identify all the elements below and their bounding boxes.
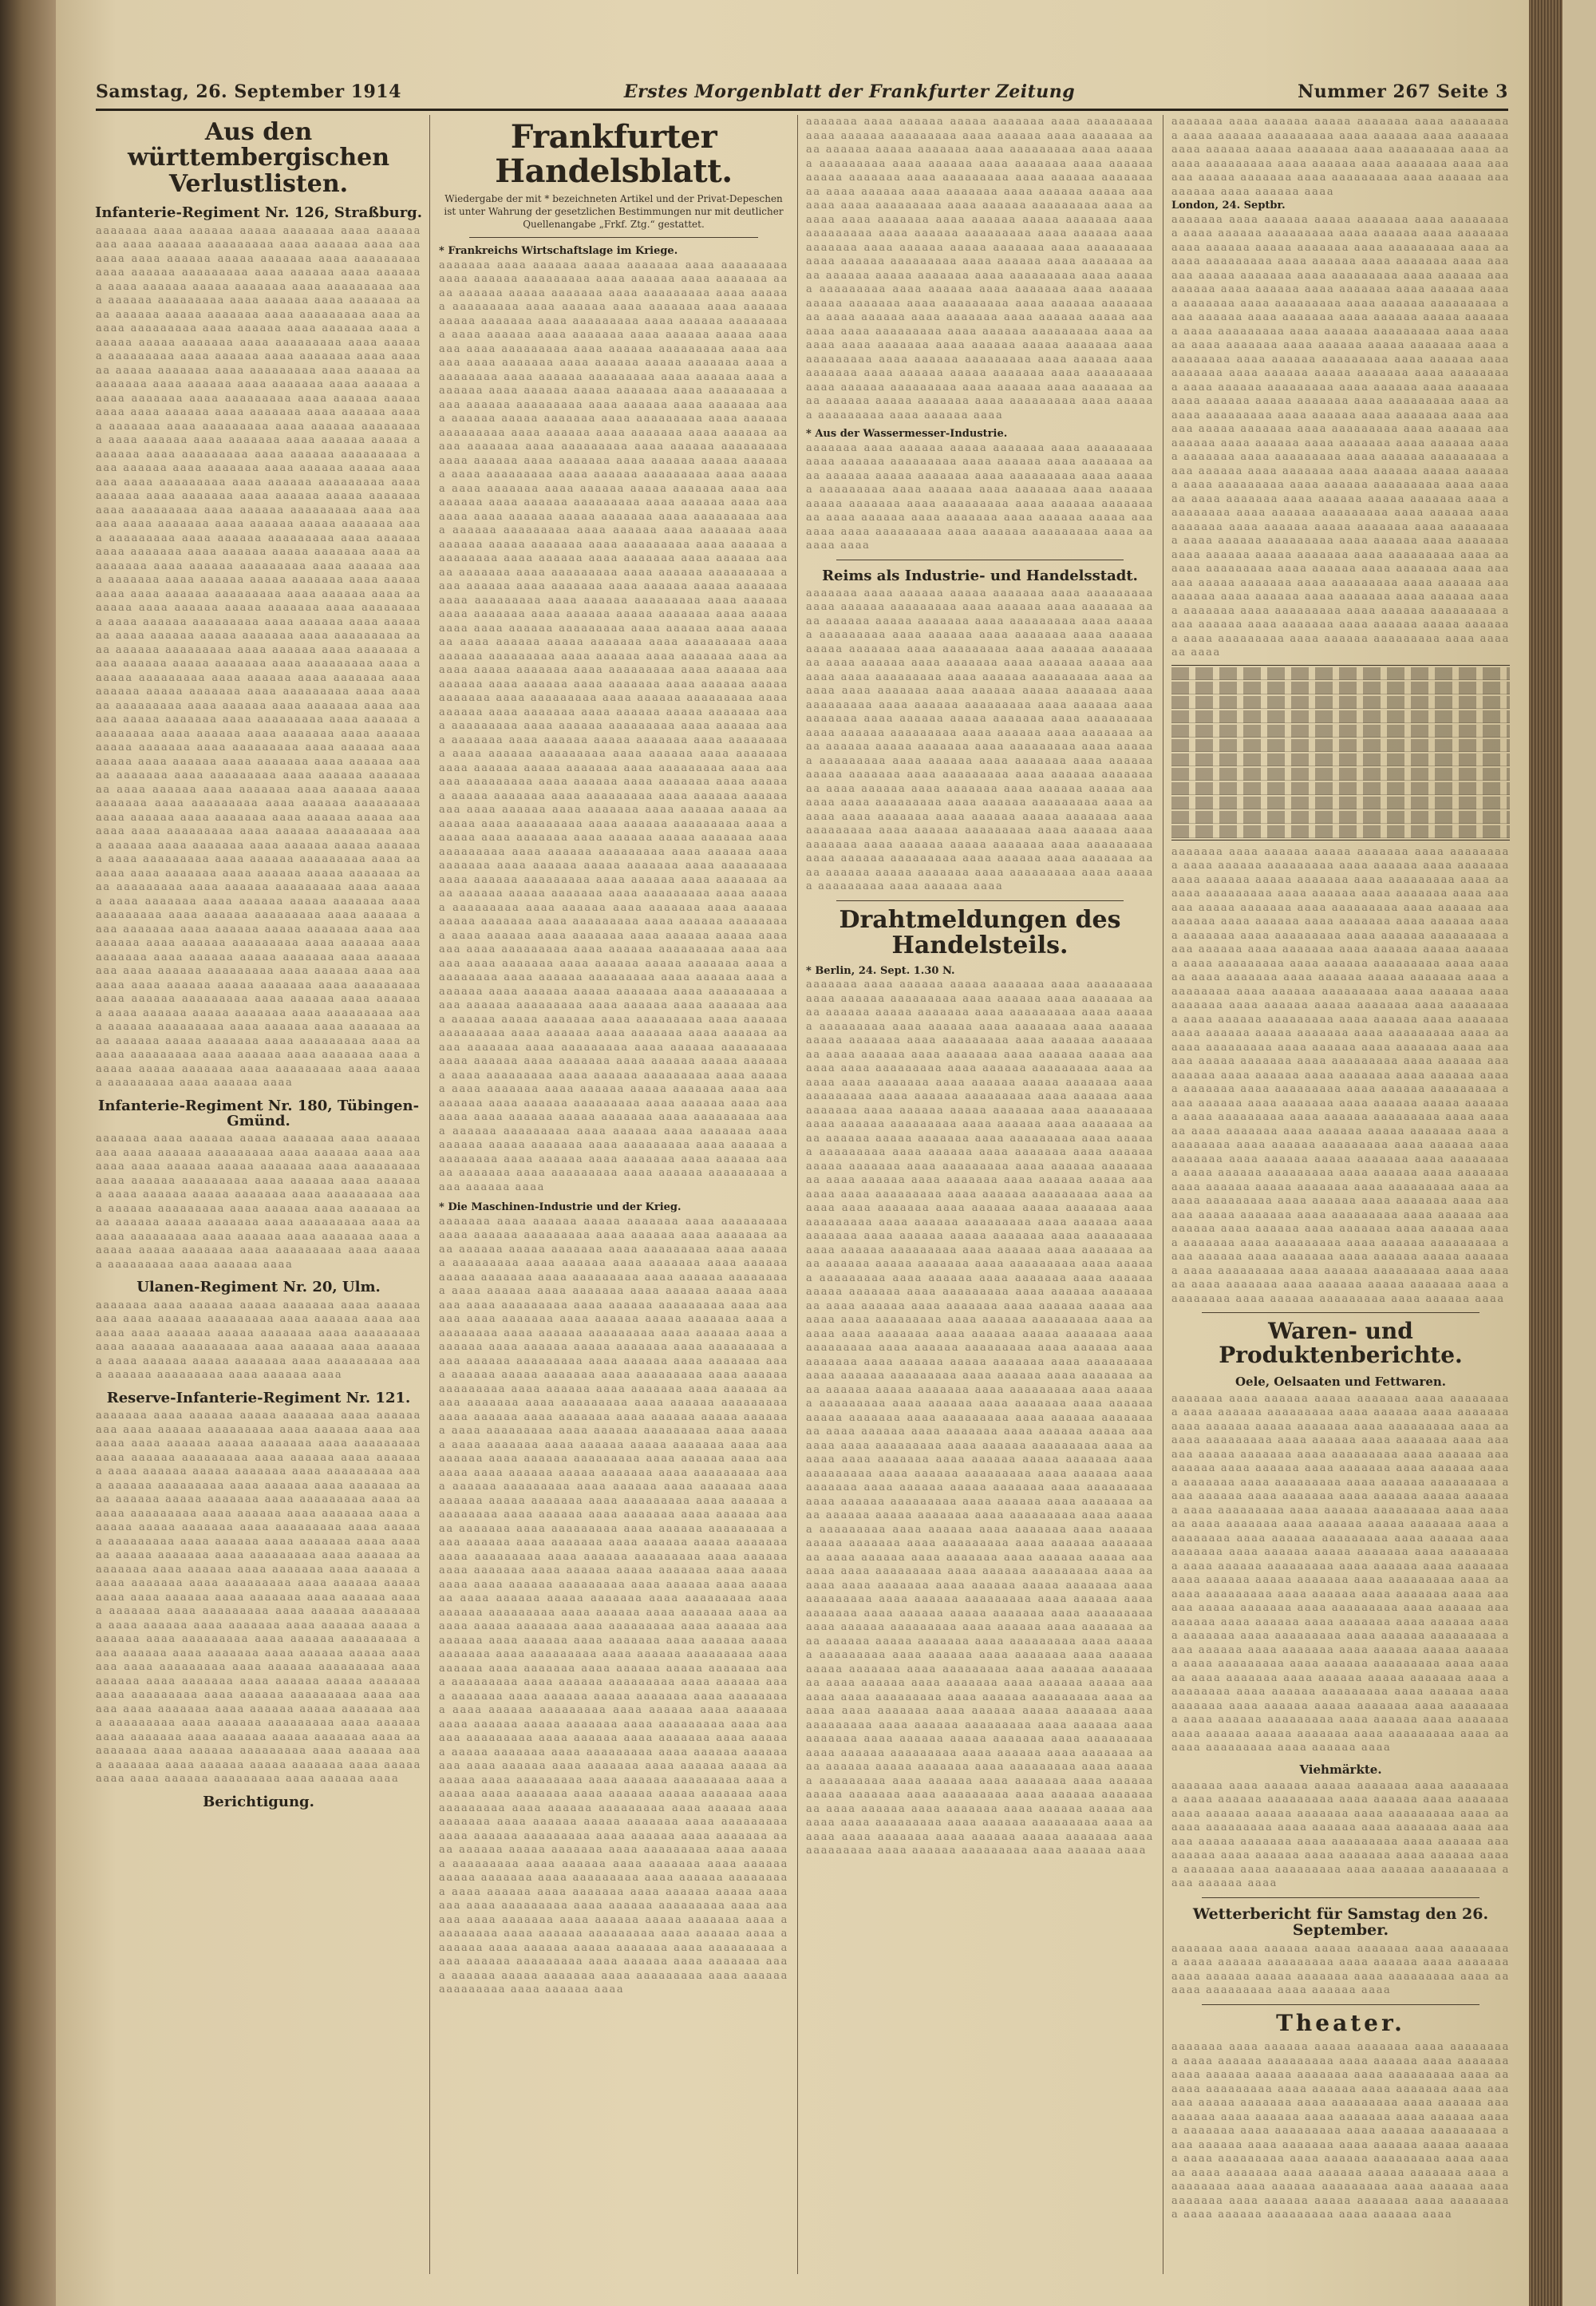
masthead-date: Samstag, 26. September 1914 [96,81,401,102]
column1-heading: Aus den württembergischen Verlustlisten. [127,118,390,198]
masthead-rule [96,109,1508,111]
column-4 [1170,115,1511,2274]
column4-theatre: Theater. [1276,2009,1405,2036]
market-report-block: aaaaaaa aaaa aaaaaa aaaaa aaaaaaa aaaa aaaaaaaaa aaaa aaaaaa aaaaaaaaa aaaa aaaaaa aaaa aaaaaaa aaaa aaaaaa aaaaa aaaaaaa aaaa aaaaaaaaa aaaa aaaaaa aaaaaaaaa aaaa aaaaaa aaaa aaaaaaa aaaa aaaaaa aaaaa aaaaaaa aaaa aaaaaaaaa aaaa aaaaaa aaaaaaaaa aaaa aaaaaa aaaa aaaaaaa aaaa aaaaaa aaaaa aaaaaaa aaaa aaaaaaaaa aaaa aaaaaa aaaaaaaaa aaaa aaaaaa aaaa aaaaaaa aaaa aaaaaa aaaaa aaaaaaa aaaa aaaaaaaaa aaaa aaaaaa aaaaaaaaa aaaa aaaaaa aaaa aaaaaaa aaaa aaaaaa aaaaa aaaaaaa aaaa aaaaaaaaa aaaa aaaaaa aaaaaaaaa aaaa aaaaaa aaaa aaaaaaa aaaa aaaaaa aaaaa aaaaaaa aaaa aaaaaaaaa aaaa aaaaaa aaaaaaaaa aaaa aaaaaa aaaa aaaaaaa aaaa aaaaaa aaaaa aaaaaaa aaaa aaaaaaaaa aaaa aaaaaa aaaaaaaaa aaaa aaaaaa aaaa aaaaaaa aaaa aaaaaa aaaaa aaaaaaa aaaa aaaaaaaaa aaaa aaaaaa aaaaaaaaa aaaa aaaaaa aaaa aaaaaaa aaaa aaaaaa aaaaa aaaaaaa aaaa aaaaaaaaa aaaa aaaaaa aaaaaaaaa aaaa aaaaaa aaaa aaaaaaa aaaa aaaaaa aaaaa aaaaaaa aaaa aaaaaaaaa aaaa aaaaaa aaaaaaaaa aaaa aaaaaa aaaa aaaaaaa aaaa aaaaaa aaaaa aaaaaaa aaaa aaaaaaaaa aaaa aaaaaa aaaaaaaaa aaaa aaaaaa aaaa aaaaaaa aaaa aaaaaa aaaaa aaaaaaa aaaa aaaaaaaaa aaaa aaaaaa aaaaaaaaa aaaa aaaaaa aaaa aaaaaaa aaaa aaaaaa aaaaa aaaaaaa aaaa aaaaaaaaa aaaa aaaaaa aaaaaaaaa aaaa aaaaaa aaaa aaaaaaa aaaa aaaaaa aaaaa aaaaaaa aaaa aaaaaaaaa aaaa aaaaaa aaaaaaaaa aaaa aaaaaa aaaa aaaaaaa aaaa aaaaaa aaaaa aaaaaaa aaaa aaaaaaaaa aaaa aaaaaa aaaaaaaaa aaaa aaaaaa aaaa aaaaaaa aaaa aaaaaa aaaaa aaaaaaa aaaa aaaaaaaaa aaaa aaaaaa aaaaaaaaa aaaa aaaaaa aaaa [1171,213,1510,659]
column1-opening: Infanterie-Regiment Nr. 126, Straßburg. [94,204,423,222]
column1-section-3: Reserve-Infanterie-Regiment Nr. 121. [106,1389,411,1406]
article-text-block: aaaaaaa aaaa aaaaaa aaaaa aaaaaaa aaaa aaaaaaaaa aaaa aaaaaa aaaaaaaaa aaaa aaaaaa aaaa aaaaaaa aaaa aaaaaa aaaaa aaaaaaa aaaa aaaaaaaaa aaaa aaaaaa aaaaaaaaa aaaa aaaaaa aaaa aaaaaaa aaaa aaaaaa aaaaa aaaaaaa aaaa aaaaaaaaa aaaa aaaaaa aaaaaaaaa aaaa aaaaaa aaaa aaaaaaa aaaa aaaaaa aaaaa aaaaaaa aaaa aaaaaaaaa aaaa aaaaaa aaaaaaaaa aaaa aaaaaa aaaa aaaaaaa aaaa aaaaaa aaaaa aaaaaaa aaaa aaaaaaaaa aaaa aaaaaa aaaaaaaaa aaaa aaaaaa aaaa aaaaaaa aaaa aaaaaa aaaaa aaaaaaa aaaa aaaaaaaaa aaaa aaaaaa aaaaaaaaa aaaa aaaaaa aaaa aaaaaaa aaaa aaaaaa aaaaa aaaaaaa aaaa aaaaaaaaa aaaa aaaaaa aaaaaaaaa aaaa aaaaaa aaaa aaaaaaa aaaa aaaaaa aaaaa aaaaaaa aaaa aaaaaaaaa aaaa aaaaaa aaaaaaaaa aaaa aaaaaa aaaa aaaaaaa aaaa aaaaaa aaaaa aaaaaaa aaaa aaaaaaaaa aaaa aaaaaa aaaaaaaaa aaaa aaaaaa aaaa aaaaaaa aaaa aaaaaa aaaaa aaaaaaa aaaa aaaaaaaaa aaaa aaaaaa aaaaaaaaa aaaa aaaaaa aaaa aaaaaaa aaaa aaaaaa aaaaa aaaaaaa aaaa aaaaaaaaa aaaa aaaaaa aaaaaaaaa aaaa aaaaaa aaaa aaaaaaa aaaa aaaaaa aaaaa aaaaaaa aaaa aaaaaaaaa aaaa aaaaaa aaaaaaaaa aaaa aaaaaa aaaa aaaaaaa aaaa aaaaaa aaaaa aaaaaaa aaaa aaaaaaaaa aaaa aaaaaa aaaaaaaaa aaaa aaaaaa aaaa aaaaaaa aaaa aaaaaa aaaaa aaaaaaa aaaa aaaaaaaaa aaaa aaaaaa aaaaaaaaa aaaa aaaaaa aaaa aaaaaaa aaaa aaaaaa aaaaa aaaaaaa aaaa aaaaaaaaa aaaa aaaaaa aaaaaaaaa aaaa aaaaaa aaaa aaaaaaa aaaa aaaaaa aaaaa aaaaaaa aaaa aaaaaaaaa aaaa aaaaaa aaaaaaaaa aaaa aaaaaa aaaa aaaaaaa aaaa aaaaaa aaaaa aaaaaaa aaaa aaaaaaaaa aaaa aaaaaa aaaaaaaaa aaaa aaaaaa aaaa aaaaaaa aaaa aaaaaa aaaaa aaaaaaa aaaa aaaaaaaaa aaaa aaaaaa aaaaaaaaa aaaa aaaaaa aaaa aaaaaaa aaaa aaaaaa aaaaa aaaaaaa aaaa aaaaaaaaa aaaa aaaaaa aaaaaaaaa aaaa aaaaaa aaaa aaaaaaa aaaa aaaaaa aaaaa aaaaaaa aaaa aaaaaaaaa aaaa aaaaaa aaaaaaaaa aaaa aaaaaa aaaa aaaaaaa aaaa aaaaaa aaaaa aaaaaaa aaaa aaaaaaaaa aaaa aaaaaa aaaaaaaaa aaaa aaaaaa aaaa aaaaaaa aaaa aaaaaa aaaaa aaaaaaa aaaa aaaaaaaaa aaaa aaaaaa aaaaaaaaa aaaa aaaaaa aaaa aaaaaaa aaaa aaaaaa aaaaa aaaaaaa aaaa aaaaaaaaa aaaa aaaaaa aaaaaaaaa aaaa aaaaaa aaaa aaaaaaa aaaa aaaaaa aaaaa aaaaaaa aaaa aaaaaaaaa aaaa aaaaaa aaaaaaaaa aaaa aaaaaa aaaa aaaaaaa aaaa aaaaaa aaaaa aaaaaaa aaaa aaaaaaaaa aaaa aaaaaa aaaaaaaaa aaaa aaaaaa aaaa aaaaaaa aaaa aaaaaa aaaaa aaaaaaa aaaa aaaaaaaaa aaaa aaaaaa aaaaaaaaa aaaa aaaaaa aaaa aaaaaaa aaaa aaaaaa aaaaa aaaaaaa aaaa aaaaaaaaa aaaa aaaaaa aaaaaaaaa aaaa aaaaaa aaaa aaaaaaa aaaa aaaaaa aaaaa aaaaaaa aaaa aaaaaaaaa aaaa aaaaaa aaaaaaaaa aaaa aaaaaa aaaa aaaaaaa aaaa aaaaaa aaaaa aaaaaaa aaaa aaaaaaaaa aaaa aaaaaa aaaaaaaaa aaaa aaaaaa aaaa aaaaaaa aaaa aaaaaa aaaaa aaaaaaa aaaa aaaaaaaaa aaaa aaaaaa aaaaaaaaa aaaa aaaaaa aaaa aaaaaaa aaaa aaaaaa aaaaa aaaaaaa aaaa aaaaaaaaa aaaa aaaaaa aaaaaaaaa aaaa aaaaaa aaaa [439,1215,788,1996]
price-table [1171,665,1510,841]
column3-heading: Drahtmeldungen des Handelsteils. [839,905,1121,960]
column4-weather: Wetterbericht für Samstag den 26. September. [1192,1905,1489,1940]
column1-footer: Berichtigung. [203,1793,314,1810]
article-text-block: aaaaaaa aaaa aaaaaa aaaaa aaaaaaa aaaa aaaaaaaaa aaaa aaaaaa aaaaaaaaa aaaa aaaaaa aaaa aaaaaaa aaaa aaaaaa aaaaa aaaaaaa aaaa aaaaaaaaa aaaa aaaaaa aaaaaaaaa aaaa aaaaaa aaaa aaaaaaa aaaa aaaaaa aaaaa aaaaaaa aaaa aaaaaaaaa aaaa aaaaaa aaaaaaaaa aaaa aaaaaa aaaa aaaaaaa aaaa aaaaaa aaaaa aaaaaaa aaaa aaaaaaaaa aaaa aaaaaa aaaaaaaaa aaaa aaaaaa aaaa [806,441,1154,552]
market-report-block: aaaaaaa aaaa aaaaaa aaaaa aaaaaaa aaaa aaaaaaaaa aaaa aaaaaa aaaaaaaaa aaaa aaaaaa aaaa aaaaaaa aaaa aaaaaa aaaaa aaaaaaa aaaa aaaaaaaaa aaaa aaaaaa aaaaaaaaa aaaa aaaaaa aaaa [1171,1942,1510,1997]
column3-first-line: * Berlin, 24. Sept. 1.30 N. [806,964,955,977]
casualty-list-block: aaaaaaa aaaa aaaaaa aaaaa aaaaaaa aaaa aaaaaaaaa aaaa aaaaaa aaaaaaaaa aaaa aaaaaa aaaa aaaaaaa aaaa aaaaaa aaaaa aaaaaaa aaaa aaaaaaaaa aaaa aaaaaa aaaaaaaaa aaaa aaaaaa aaaa aaaaaaa aaaa aaaaaa aaaaa aaaaaaa aaaa aaaaaaaaa aaaa aaaaaa aaaaaaaaa aaaa aaaaaa aaaa aaaaaaa aaaa aaaaaa aaaaa aaaaaaa aaaa aaaaaaaaa aaaa aaaaaa aaaaaaaaa aaaa aaaaaa aaaa aaaaaaa aaaa aaaaaa aaaaa aaaaaaa aaaa aaaaaaaaa aaaa aaaaaa aaaaaaaaa aaaa aaaaaa aaaa aaaaaaa aaaa aaaaaa aaaaa aaaaaaa aaaa aaaaaaaaa aaaa aaaaaa aaaaaaaaa aaaa aaaaaa aaaa aaaaaaa aaaa aaaaaa aaaaa aaaaaaa aaaa aaaaaaaaa aaaa aaaaaa aaaaaaaaa aaaa aaaaaa aaaa aaaaaaa aaaa aaaaaa aaaaa aaaaaaa aaaa aaaaaaaaa aaaa aaaaaa aaaaaaaaa aaaa aaaaaa aaaa aaaaaaa aaaa aaaaaa aaaaa aaaaaaa aaaa aaaaaaaaa aaaa aaaaaa aaaaaaaaa aaaa aaaaaa aaaa aaaaaaa aaaa aaaaaa aaaaa aaaaaaa aaaa aaaaaaaaa aaaa aaaaaa aaaaaaaaa aaaa aaaaaa aaaa aaaaaaa aaaa aaaaaa aaaaa aaaaaaa aaaa aaaaaaaaa aaaa aaaaaa aaaaaaaaa aaaa aaaaaa aaaa aaaaaaa aaaa aaaaaa aaaaa aaaaaaa aaaa aaaaaaaaa aaaa aaaaaa aaaaaaaaa aaaa aaaaaa aaaa aaaaaaa aaaa aaaaaa aaaaa aaaaaaa aaaa aaaaaaaaa aaaa aaaaaa aaaaaaaaa aaaa aaaaaa aaaa aaaaaaa aaaa aaaaaa aaaaa aaaaaaa aaaa aaaaaaaaa aaaa aaaaaa aaaaaaaaa aaaa aaaaaa aaaa aaaaaaa aaaa aaaaaa aaaaa aaaaaaa aaaa aaaaaaaaa aaaa aaaaaa aaaaaaaaa aaaa aaaaaa aaaa aaaaaaa aaaa aaaaaa aaaaa aaaaaaa aaaa aaaaaaaaa aaaa aaaaaa aaaaaaaaa aaaa aaaaaa aaaa aaaaaaa aaaa aaaaaa aaaaa aaaaaaa aaaa aaaaaaaaa aaaa aaaaaa aaaaaaaaa aaaa aaaaaa aaaa aaaaaaa aaaa aaaaaa aaaaa aaaaaaa aaaa aaaaaaaaa aaaa aaaaaa aaaaaaaaa aaaa aaaaaa aaaa aaaaaaa aaaa aaaaaa aaaaa aaaaaaa aaaa aaaaaaaaa aaaa aaaaaa aaaaaaaaa aaaa aaaaaa aaaa aaaaaaa aaaa aaaaaa aaaaa aaaaaaa aaaa aaaaaaaaa aaaa aaaaaa aaaaaaaaa aaaa aaaaaa aaaa aaaaaaa aaaa aaaaaa aaaaa aaaaaaa aaaa aaaaaaaaa aaaa aaaaaa aaaaaaaaa aaaa aaaaaa aaaa aaaaaaa aaaa aaaaaa aaaaa aaaaaaa aaaa aaaaaaaaa aaaa aaaaaa aaaaaaaaa aaaa aaaaaa aaaa aaaaaaa aaaa aaaaaa aaaaa aaaaaaa aaaa aaaaaaaaa aaaa aaaaaa aaaaaaaaa aaaa aaaaaa aaaa aaaaaaa aaaa aaaaaa aaaaa aaaaaaa aaaa aaaaaaaaa aaaa aaaaaa aaaaaaaaa aaaa aaaaaa aaaa aaaaaaa aaaa aaaaaa aaaaa aaaaaaa aaaa aaaaaaaaa aaaa aaaaaa aaaaaaaaa aaaa aaaaaa aaaa aaaaaaa aaaa aaaaaa aaaaa aaaaaaa aaaa aaaaaaaaa aaaa aaaaaa aaaaaaaaa aaaa aaaaaa aaaa aaaaaaa aaaa aaaaaa aaaaa aaaaaaa aaaa aaaaaaaaa aaaa aaaaaa aaaaaaaaa aaaa aaaaaa aaaa aaaaaaa aaaa aaaaaa aaaaa aaaaaaa aaaa aaaaaaaaa aaaa aaaaaa aaaaaaaaa aaaa aaaaaa aaaa aaaaaaa aaaa aaaaaa aaaaa aaaaaaa aaaa aaaaaaaaa aaaa aaaaaa aaaaaaaaa aaaa aaaaaa aaaa aaaaaaa aaaa aaaaaa aaaaa aaaaaaa aaaa aaaaaaaaa aaaa aaaaaa aaaaaaaaa aaaa aaaaaa aaaa aaaaaaa aaaa aaaaaa aaaaa aaaaaaa aaaa aaaaaaaaa aaaa aaaaaa aaaaaaaaa aaaa aaaaaa aaaa aaaaaaa aaaa aaaaaa aaaaa aaaaaaa aaaa aaaaaaaaa aaaa aaaaaa aaaaaaaaa aaaa aaaaaa aaaa [96,224,421,1090]
column-1 [94,115,423,2274]
column-3 [804,115,1156,2274]
column2-article1-title: * Frankreichs Wirtschaftslage im Kriege. [439,245,678,258]
newspaper-page [56,0,1562,2306]
column1-section-2: Ulanen-Regiment Nr. 20, Ulm. [136,1279,381,1296]
market-report-block: aaaaaaa aaaa aaaaaa aaaaa aaaaaaa aaaa aaaaaaaaa aaaa aaaaaa aaaaaaaaa aaaa aaaaaa aaaa aaaaaaa aaaa aaaaaa aaaaa aaaaaaa aaaa aaaaaaaaa aaaa aaaaaa aaaaaaaaa aaaa aaaaaa aaaa aaaaaaa aaaa aaaaaa aaaaa aaaaaaa aaaa aaaaaaaaa aaaa aaaaaa aaaaaaaaa aaaa aaaaaa aaaa aaaaaaa aaaa aaaaaa aaaaa aaaaaaa aaaa aaaaaaaaa aaaa aaaaaa aaaaaaaaa aaaa aaaaaa aaaa [1171,1779,1510,1890]
page-edge [1529,0,1562,2306]
column-2 [437,115,790,2274]
column4-first-line: London, 24. Septbr. [1171,200,1286,212]
column-rule [797,115,798,2274]
column3-article1-title: * Aus der Wassermesser-Industrie. [806,428,1008,440]
divider [1202,1312,1479,1313]
column2-heading: Frankfurter Handelsblatt. [495,118,733,191]
article-text-block: aaaaaaa aaaa aaaaaa aaaaa aaaaaaa aaaa aaaaaaaaa aaaa aaaaaa aaaaaaaaa aaaa aaaaaa aaaa aaaaaaa aaaa aaaaaa aaaaa aaaaaaa aaaa aaaaaaaaa aaaa aaaaaa aaaaaaaaa aaaa aaaaaa aaaa aaaaaaa aaaa aaaaaa aaaaa aaaaaaa aaaa aaaaaaaaa aaaa aaaaaa aaaaaaaaa aaaa aaaaaa aaaa aaaaaaa aaaa aaaaaa aaaaa aaaaaaa aaaa aaaaaaaaa aaaa aaaaaa aaaaaaaaa aaaa aaaaaa aaaa aaaaaaa aaaa aaaaaa aaaaa aaaaaaa aaaa aaaaaaaaa aaaa aaaaaa aaaaaaaaa aaaa aaaaaa aaaa aaaaaaa aaaa aaaaaa aaaaa aaaaaaa aaaa aaaaaaaaa aaaa aaaaaa aaaaaaaaa aaaa aaaaaa aaaa aaaaaaa aaaa aaaaaa aaaaa aaaaaaa aaaa aaaaaaaaa aaaa aaaaaa aaaaaaaaa aaaa aaaaaa aaaa aaaaaaa aaaa aaaaaa aaaaa aaaaaaa aaaa aaaaaaaaa aaaa aaaaaa aaaaaaaaa aaaa aaaaaa aaaa aaaaaaa aaaa aaaaaa aaaaa aaaaaaa aaaa aaaaaaaaa aaaa aaaaaa aaaaaaaaa aaaa aaaaaa aaaa aaaaaaa aaaa aaaaaa aaaaa aaaaaaa aaaa aaaaaaaaa aaaa aaaaaa aaaaaaaaa aaaa aaaaaa aaaa aaaaaaa aaaa aaaaaa aaaaa aaaaaaa aaaa aaaaaaaaa aaaa aaaaaa aaaaaaaaa aaaa aaaaaa aaaa aaaaaaa aaaa aaaaaa aaaaa aaaaaaa aaaa aaaaaaaaa aaaa aaaaaa aaaaaaaaa aaaa aaaaaa aaaa [806,587,1154,893]
column1-section-1: Infanterie-Regiment Nr. 180, Tübingen-Gmünd. [97,1097,420,1130]
market-report-block: aaaaaaa aaaa aaaaaa aaaaa aaaaaaa aaaa aaaaaaaaa aaaa aaaaaa aaaaaaaaa aaaa aaaaaa aaaa aaaaaaa aaaa aaaaaa aaaaa aaaaaaa aaaa aaaaaaaaa aaaa aaaaaa aaaaaaaaa aaaa aaaaaa aaaa aaaaaaa aaaa aaaaaa aaaaa aaaaaaa aaaa aaaaaaaaa aaaa aaaaaa aaaaaaaaa aaaa aaaaaa aaaa aaaaaaa aaaa aaaaaa aaaaa aaaaaaa aaaa aaaaaaaaa aaaa aaaaaa aaaaaaaaa aaaa aaaaaa aaaa aaaaaaa aaaa aaaaaa aaaaa aaaaaaa aaaa aaaaaaaaa aaaa aaaaaa aaaaaaaaa aaaa aaaaaa aaaa aaaaaaa aaaa aaaaaa aaaaa aaaaaaa aaaa aaaaaaaaa aaaa aaaaaa aaaaaaaaa aaaa aaaaaa aaaa aaaaaaa aaaa aaaaaa aaaaa aaaaaaa aaaa aaaaaaaaa aaaa aaaaaa aaaaaaaaa aaaa aaaaaa aaaa aaaaaaa aaaa aaaaaa aaaaa aaaaaaa aaaa aaaaaaaaa aaaa aaaaaa aaaaaaaaa aaaa aaaaaa aaaa aaaaaaa aaaa aaaaaa aaaaa aaaaaaa aaaa aaaaaaaaa aaaa aaaaaa aaaaaaaaa aaaa aaaaaa aaaa aaaaaaa aaaa aaaaaa aaaaa aaaaaaa aaaa aaaaaaaaa aaaa aaaaaa aaaaaaaaa aaaa aaaaaa aaaa aaaaaaa aaaa aaaaaa aaaaa aaaaaaa aaaa aaaaaaaaa aaaa aaaaaa aaaaaaaaa aaaa aaaaaa aaaa aaaaaaa aaaa aaaaaa aaaaa aaaaaaa aaaa aaaaaaaaa aaaa aaaaaa aaaaaaaaa aaaa aaaaaa aaaa aaaaaaa aaaa aaaaaa aaaaa aaaaaaa aaaa aaaaaaaaa aaaa aaaaaa aaaaaaaaa aaaa aaaaaa aaaa aaaaaaa aaaa aaaaaa aaaaa aaaaaaa aaaa aaaaaaaaa aaaa aaaaaa aaaaaaaaa aaaa aaaaaa aaaa [1171,1392,1510,1754]
market-report-block: aaaaaaa aaaa aaaaaa aaaaa aaaaaaa aaaa aaaaaaaaa aaaa aaaaaa aaaaaaaaa aaaa aaaaaa aaaa aaaaaaa aaaa aaaaaa aaaaa aaaaaaa aaaa aaaaaaaaa aaaa aaaaaa aaaaaaaaa aaaa aaaaaa aaaa aaaaaaa aaaa aaaaaa aaaaa aaaaaaa aaaa aaaaaaaaa aaaa aaaaaa aaaaaaaaa aaaa aaaaaa aaaa [1171,116,1510,198]
masthead-issue: Nummer 267 Seite 3 [1298,81,1508,102]
column-rule [429,115,430,2274]
article-text-block: aaaaaaa aaaa aaaaaa aaaaa aaaaaaa aaaa aaaaaaaaa aaaa aaaaaa aaaaaaaaa aaaa aaaaaa aaaa aaaaaaa aaaa aaaaaa aaaaa aaaaaaa aaaa aaaaaaaaa aaaa aaaaaa aaaaaaaaa aaaa aaaaaa aaaa aaaaaaa aaaa aaaaaa aaaaa aaaaaaa aaaa aaaaaaaaa aaaa aaaaaa aaaaaaaaa aaaa aaaaaa aaaa aaaaaaa aaaa aaaaaa aaaaa aaaaaaa aaaa aaaaaaaaa aaaa aaaaaa aaaaaaaaa aaaa aaaaaa aaaa aaaaaaa aaaa aaaaaa aaaaa aaaaaaa aaaa aaaaaaaaa aaaa aaaaaa aaaaaaaaa aaaa aaaaaa aaaa aaaaaaa aaaa aaaaaa aaaaa aaaaaaa aaaa aaaaaaaaa aaaa aaaaaa aaaaaaaaa aaaa aaaaaa aaaa aaaaaaa aaaa aaaaaa aaaaa aaaaaaa aaaa aaaaaaaaa aaaa aaaaaa aaaaaaaaa aaaa aaaaaa aaaa aaaaaaa aaaa aaaaaa aaaaa aaaaaaa aaaa aaaaaaaaa aaaa aaaaaa aaaaaaaaa aaaa aaaaaa aaaa aaaaaaa aaaa aaaaaa aaaaa aaaaaaa aaaa aaaaaaaaa aaaa aaaaaa aaaaaaaaa aaaa aaaaaa aaaa aaaaaaa aaaa aaaaaa aaaaa aaaaaaa aaaa aaaaaaaaa aaaa aaaaaa aaaaaaaaa aaaa aaaaaa aaaa aaaaaaa aaaa aaaaaa aaaaa aaaaaaa aaaa aaaaaaaaa aaaa aaaaaa aaaaaaaaa aaaa aaaaaa aaaa aaaaaaa aaaa aaaaaa aaaaa aaaaaaa aaaa aaaaaaaaa aaaa aaaaaa aaaaaaaaa aaaa aaaaaa aaaa aaaaaaa aaaa aaaaaa aaaaa aaaaaaa aaaa aaaaaaaaa aaaa aaaaaa aaaaaaaaa aaaa aaaaaa aaaa aaaaaaa aaaa aaaaaa aaaaa aaaaaaa aaaa aaaaaaaaa aaaa aaaaaa aaaaaaaaa aaaa aaaaaa aaaa aaaaaaa aaaa aaaaaa aaaaa aaaaaaa aaaa aaaaaaaaa aaaa aaaaaa aaaaaaaaa aaaa aaaaaa aaaa aaaaaaa aaaa aaaaaa aaaaa aaaaaaa aaaa aaaaaaaaa aaaa aaaaaa aaaaaaaaa aaaa aaaaaa aaaa aaaaaaa aaaa aaaaaa aaaaa aaaaaaa aaaa aaaaaaaaa aaaa aaaaaa aaaaaaaaa aaaa aaaaaa aaaa aaaaaaa aaaa aaaaaa aaaaa aaaaaaa aaaa aaaaaaaaa aaaa aaaaaa aaaaaaaaa aaaa aaaaaa aaaa aaaaaaa aaaa aaaaaa aaaaa aaaaaaa aaaa aaaaaaaaa aaaa aaaaaa aaaaaaaaa aaaa aaaaaa aaaa aaaaaaa aaaa aaaaaa aaaaa aaaaaaa aaaa aaaaaaaaa aaaa aaaaaa aaaaaaaaa aaaa aaaaaa aaaa aaaaaaa aaaa aaaaaa aaaaa aaaaaaa aaaa aaaaaaaaa aaaa aaaaaa aaaaaaaaa aaaa aaaaaa aaaa aaaaaaa aaaa aaaaaa aaaaa aaaaaaa aaaa aaaaaaaaa aaaa aaaaaa aaaaaaaaa aaaa aaaaaa aaaa aaaaaaa aaaa aaaaaa aaaaa aaaaaaa aaaa aaaaaaaaa aaaa aaaaaa aaaaaaaaa aaaa aaaaaa aaaa aaaaaaa aaaa aaaaaa aaaaa aaaaaaa aaaa aaaaaaaaa aaaa aaaaaa aaaaaaaaa aaaa aaaaaa aaaa aaaaaaa aaaa aaaaaa aaaaa aaaaaaa aaaa aaaaaaaaa aaaa aaaaaa aaaaaaaaa aaaa aaaaaa aaaa aaaaaaa aaaa aaaaaa aaaaa aaaaaaa aaaa aaaaaaaaa aaaa aaaaaa aaaaaaaaa aaaa aaaaaa aaaa aaaaaaa aaaa aaaaaa aaaaa aaaaaaa aaaa aaaaaaaaa aaaa aaaaaa aaaaaaaaa aaaa aaaaaa aaaa aaaaaaa aaaa aaaaaa aaaaa aaaaaaa aaaa aaaaaaaaa aaaa aaaaaa aaaaaaaaa aaaa aaaaaa aaaa aaaaaaa aaaa aaaaaa aaaaa aaaaaaa aaaa aaaaaaaaa aaaa aaaaaa aaaaaaaaa aaaa aaaaaa aaaa aaaaaaa aaaa aaaaaa aaaaa aaaaaaa aaaa aaaaaaaaa aaaa aaaaaa aaaaaaaaa aaaa aaaaaa aaaa aaaaaaa aaaa aaaaaa aaaaa aaaaaaa aaaa aaaaaaaaa aaaa aaaaaa aaaaaaaaa aaaa aaaaaa aaaa aaaaaaa aaaa aaaaaa aaaaa aaaaaaa aaaa aaaaaaaaa aaaa aaaaaa aaaaaaaaa aaaa aaaaaa aaaa aaaaaaa aaaa aaaaaa aaaaa aaaaaaa aaaa aaaaaaaaa aaaa aaaaaa aaaaaaaaa aaaa aaaaaa aaaa aaaaaaa aaaa aaaaaa aaaaa aaaaaaa aaaa aaaaaaaaa aaaa aaaaaa aaaaaaaaa aaaa aaaaaa aaaa aaaaaaa aaaa aaaaaa aaaaa aaaaaaa aaaa aaaaaaaaa aaaa aaaaaa aaaaaaaaa aaaa aaaaaa aaaa aaaaaaa aaaa aaaaaa aaaaa aaaaaaa aaaa aaaaaaaaa aaaa aaaaaa aaaaaaaaa aaaa aaaaaa aaaa aaaaaaa aaaa aaaaaa aaaaa aaaaaaa aaaa aaaaaaaaa aaaa aaaaaa aaaaaaaaa aaaa aaaaaa aaaa [439,259,788,1193]
divider [836,900,1124,901]
column2-article2-title: * Die Maschinen-Industrie und der Krieg. [439,1201,681,1214]
market-report-block: aaaaaaa aaaa aaaaaa aaaaa aaaaaaa aaaa aaaaaaaaa aaaa aaaaaa aaaaaaaaa aaaa aaaaaa aaaa aaaaaaa aaaa aaaaaa aaaaa aaaaaaa aaaa aaaaaaaaa aaaa aaaaaa aaaaaaaaa aaaa aaaaaa aaaa aaaaaaa aaaa aaaaaa aaaaa aaaaaaa aaaa aaaaaaaaa aaaa aaaaaa aaaaaaaaa aaaa aaaaaa aaaa aaaaaaa aaaa aaaaaa aaaaa aaaaaaa aaaa aaaaaaaaa aaaa aaaaaa aaaaaaaaa aaaa aaaaaa aaaa aaaaaaa aaaa aaaaaa aaaaa aaaaaaa aaaa aaaaaaaaa aaaa aaaaaa aaaaaaaaa aaaa aaaaaa aaaa aaaaaaa aaaa aaaaaa aaaaa aaaaaaa aaaa aaaaaaaaa aaaa aaaaaa aaaaaaaaa aaaa aaaaaa aaaa aaaaaaa aaaa aaaaaa aaaaa aaaaaaa aaaa aaaaaaaaa aaaa aaaaaa aaaaaaaaa aaaa aaaaaa aaaa [1171,2041,1510,2221]
divider [1202,2004,1479,2005]
book-spine [0,0,56,2306]
market-report-block: aaaaaaa aaaa aaaaaa aaaaa aaaaaaa aaaa aaaaaaaaa aaaa aaaaaa aaaaaaaaa aaaa aaaaaa aaaa aaaaaaa aaaa aaaaaa aaaaa aaaaaaa aaaa aaaaaaaaa aaaa aaaaaa aaaaaaaaa aaaa aaaaaa aaaa aaaaaaa aaaa aaaaaa aaaaa aaaaaaa aaaa aaaaaaaaa aaaa aaaaaa aaaaaaaaa aaaa aaaaaa aaaa aaaaaaa aaaa aaaaaa aaaaa aaaaaaa aaaa aaaaaaaaa aaaa aaaaaa aaaaaaaaa aaaa aaaaaa aaaa aaaaaaa aaaa aaaaaa aaaaa aaaaaaa aaaa aaaaaaaaa aaaa aaaaaa aaaaaaaaa aaaa aaaaaa aaaa aaaaaaa aaaa aaaaaa aaaaa aaaaaaa aaaa aaaaaaaaa aaaa aaaaaa aaaaaaaaa aaaa aaaaaa aaaa aaaaaaa aaaa aaaaaa aaaaa aaaaaaa aaaa aaaaaaaaa aaaa aaaaaa aaaaaaaaa aaaa aaaaaa aaaa aaaaaaa aaaa aaaaaa aaaaa aaaaaaa aaaa aaaaaaaaa aaaa aaaaaa aaaaaaaaa aaaa aaaaaa aaaa aaaaaaa aaaa aaaaaa aaaaa aaaaaaa aaaa aaaaaaaaa aaaa aaaaaa aaaaaaaaa aaaa aaaaaa aaaa aaaaaaa aaaa aaaaaa aaaaa aaaaaaa aaaa aaaaaaaaa aaaa aaaaaa aaaaaaaaa aaaa aaaaaa aaaa aaaaaaa aaaa aaaaaa aaaaa aaaaaaa aaaa aaaaaaaaa aaaa aaaaaa aaaaaaaaa aaaa aaaaaa aaaa aaaaaaa aaaa aaaaaa aaaaa aaaaaaa aaaa aaaaaaaaa aaaa aaaaaa aaaaaaaaa aaaa aaaaaa aaaa aaaaaaa aaaa aaaaaa aaaaa aaaaaaa aaaa aaaaaaaaa aaaa aaaaaa aaaaaaaaa aaaa aaaaaa aaaa aaaaaaa aaaa aaaaaa aaaaa aaaaaaa aaaa aaaaaaaaa aaaa aaaaaa aaaaaaaaa aaaa aaaaaa aaaa aaaaaaa aaaa aaaaaa aaaaa aaaaaaa aaaa aaaaaaaaa aaaa aaaaaa aaaaaaaaa aaaa aaaaaa aaaa aaaaaaa aaaa aaaaaa aaaaa aaaaaaa aaaa aaaaaaaaa aaaa aaaaaa aaaaaaaaa aaaa aaaaaa aaaa aaaaaaa aaaa aaaaaa aaaaa aaaaaaa aaaa aaaaaaaaa aaaa aaaaaa aaaaaaaaa aaaa aaaaaa aaaa aaaaaaa aaaa aaaaaa aaaaa aaaaaaa aaaa aaaaaaaaa aaaa aaaaaa aaaaaaaaa aaaa aaaaaa aaaa [1171,845,1510,1305]
casualty-list-block: aaaaaaa aaaa aaaaaa aaaaa aaaaaaa aaaa aaaaaaaaa aaaa aaaaaa aaaaaaaaa aaaa aaaaaa aaaa aaaaaaa aaaa aaaaaa aaaaa aaaaaaa aaaa aaaaaaaaa aaaa aaaaaa aaaaaaaaa aaaa aaaaaa aaaa aaaaaaa aaaa aaaaaa aaaaa aaaaaaa aaaa aaaaaaaaa aaaa aaaaaa aaaaaaaaa aaaa aaaaaa aaaa [96,1299,421,1382]
column4-sub1: Oele, Oelsaaten und Fettwaren. [1235,1375,1447,1390]
casualty-list-block: aaaaaaa aaaa aaaaaa aaaaa aaaaaaa aaaa aaaaaaaaa aaaa aaaaaa aaaaaaaaa aaaa aaaaaa aaaa aaaaaaa aaaa aaaaaa aaaaa aaaaaaa aaaa aaaaaaaaa aaaa aaaaaa aaaaaaaaa aaaa aaaaaa aaaa aaaaaaa aaaa aaaaaa aaaaa aaaaaaa aaaa aaaaaaaaa aaaa aaaaaa aaaaaaaaa aaaa aaaaaa aaaa aaaaaaa aaaa aaaaaa aaaaa aaaaaaa aaaa aaaaaaaaa aaaa aaaaaa aaaaaaaaa aaaa aaaaaa aaaa aaaaaaa aaaa aaaaaa aaaaa aaaaaaa aaaa aaaaaaaaa aaaa aaaaaa aaaaaaaaa aaaa aaaaaa aaaa [96,1133,421,1271]
divider [1202,1897,1479,1898]
casualty-list-block: aaaaaaa aaaa aaaaaa aaaaa aaaaaaa aaaa aaaaaaaaa aaaa aaaaaa aaaaaaaaa aaaa aaaaaa aaaa aaaaaaa aaaa aaaaaa aaaaa aaaaaaa aaaa aaaaaaaaa aaaa aaaaaa aaaaaaaaa aaaa aaaaaa aaaa aaaaaaa aaaa aaaaaa aaaaa aaaaaaa aaaa aaaaaaaaa aaaa aaaaaa aaaaaaaaa aaaa aaaaaa aaaa aaaaaaa aaaa aaaaaa aaaaa aaaaaaa aaaa aaaaaaaaa aaaa aaaaaa aaaaaaaaa aaaa aaaaaa aaaa aaaaaaa aaaa aaaaaa aaaaa aaaaaaa aaaa aaaaaaaaa aaaa aaaaaa aaaaaaaaa aaaa aaaaaa aaaa aaaaaaa aaaa aaaaaa aaaaa aaaaaaa aaaa aaaaaaaaa aaaa aaaaaa aaaaaaaaa aaaa aaaaaa aaaa aaaaaaa aaaa aaaaaa aaaaa aaaaaaa aaaa aaaaaaaaa aaaa aaaaaa aaaaaaaaa aaaa aaaaaa aaaa aaaaaaa aaaa aaaaaa aaaaa aaaaaaa aaaa aaaaaaaaa aaaa aaaaaa aaaaaaaaa aaaa aaaaaa aaaa aaaaaaa aaaa aaaaaa aaaaa aaaaaaa aaaa aaaaaaaaa aaaa aaaaaa aaaaaaaaa aaaa aaaaaa aaaa aaaaaaa aaaa aaaaaa aaaaa aaaaaaa aaaa aaaaaaaaa aaaa aaaaaa aaaaaaaaa aaaa aaaaaa aaaa aaaaaaa aaaa aaaaaa aaaaa aaaaaaa aaaa aaaaaaaaa aaaa aaaaaa aaaaaaaaa aaaa aaaaaa aaaa aaaaaaa aaaa aaaaaa aaaaa aaaaaaa aaaa aaaaaaaaa aaaa aaaaaa aaaaaaaaa aaaa aaaaaa aaaa aaaaaaa aaaa aaaaaa aaaaa aaaaaaa aaaa aaaaaaaaa aaaa aaaaaa aaaaaaaaa aaaa aaaaaa aaaa aaaaaaa aaaa aaaaaa aaaaa aaaaaaa aaaa aaaaaaaaa aaaa aaaaaa aaaaaaaaa aaaa aaaaaa aaaa [96,1410,421,1786]
column4-sub2: Viehmärkte. [1299,1762,1382,1777]
column3-article2-title: Reims als Industrie- und Handelsstadt. [822,567,1138,584]
article-text-block: aaaaaaa aaaa aaaaaa aaaaa aaaaaaa aaaa aaaaaaaaa aaaa aaaaaa aaaaaaaaa aaaa aaaaaa aaaa aaaaaaa aaaa aaaaaa aaaaa aaaaaaa aaaa aaaaaaaaa aaaa aaaaaa aaaaaaaaa aaaa aaaaaa aaaa aaaaaaa aaaa aaaaaa aaaaa aaaaaaa aaaa aaaaaaaaa aaaa aaaaaa aaaaaaaaa aaaa aaaaaa aaaa aaaaaaa aaaa aaaaaa aaaaa aaaaaaa aaaa aaaaaaaaa aaaa aaaaaa aaaaaaaaa aaaa aaaaaa aaaa aaaaaaa aaaa aaaaaa aaaaa aaaaaaa aaaa aaaaaaaaa aaaa aaaaaa aaaaaaaaa aaaa aaaaaa aaaa aaaaaaa aaaa aaaaaa aaaaa aaaaaaa aaaa aaaaaaaaa aaaa aaaaaa aaaaaaaaa aaaa aaaaaa aaaa aaaaaaa aaaa aaaaaa aaaaa aaaaaaa aaaa aaaaaaaaa aaaa aaaaaa aaaaaaaaa aaaa aaaaaa aaaa aaaaaaa aaaa aaaaaa aaaaa aaaaaaa aaaa aaaaaaaaa aaaa aaaaaa aaaaaaaaa aaaa aaaaaa aaaa aaaaaaa aaaa aaaaaa aaaaa aaaaaaa aaaa aaaaaaaaa aaaa aaaaaa aaaaaaaaa aaaa aaaaaa aaaa aaaaaaa aaaa aaaaaa aaaaa aaaaaaa aaaa aaaaaaaaa aaaa aaaaaa aaaaaaaaa aaaa aaaaaa aaaa aaaaaaa aaaa aaaaaa aaaaa aaaaaaa aaaa aaaaaaaaa aaaa aaaaaa aaaaaaaaa aaaa aaaaaa aaaa aaaaaaa aaaa aaaaaa aaaaa aaaaaaa aaaa aaaaaaaaa aaaa aaaaaa aaaaaaaaa aaaa aaaaaa aaaa aaaaaaa aaaa aaaaaa aaaaa aaaaaaa aaaa aaaaaaaaa aaaa aaaaaa aaaaaaaaa aaaa aaaaaa aaaa aaaaaaa aaaa aaaaaa aaaaa aaaaaaa aaaa aaaaaaaaa aaaa aaaaaa aaaaaaaaa aaaa aaaaaa aaaa aaaaaaa aaaa aaaaaa aaaaa aaaaaaa aaaa aaaaaaaaa aaaa aaaaaa aaaaaaaaa aaaa aaaaaa aaaa aaaaaaa aaaa aaaaaa aaaaa aaaaaaa aaaa aaaaaaaaa aaaa aaaaaa aaaaaaaaa aaaa aaaaaa aaaa aaaaaaa aaaa aaaaaa aaaaa aaaaaaa aaaa aaaaaaaaa aaaa aaaaaa aaaaaaaaa aaaa aaaaaa aaaa aaaaaaa aaaa aaaaaa aaaaa aaaaaaa aaaa aaaaaaaaa aaaa aaaaaa aaaaaaaaa aaaa aaaaaa aaaa aaaaaaa aaaa aaaaaa aaaaa aaaaaaa aaaa aaaaaaaaa aaaa aaaaaa aaaaaaaaa aaaa aaaaaa aaaa aaaaaaa aaaa aaaaaa aaaaa aaaaaaa aaaa aaaaaaaaa aaaa aaaaaa aaaaaaaaa aaaa aaaaaa aaaa aaaaaaa aaaa aaaaaa aaaaa aaaaaaa aaaa aaaaaaaaa aaaa aaaaaa aaaaaaaaa aaaa aaaaaa aaaa aaaaaaa aaaa aaaaaa aaaaa aaaaaaa aaaa aaaaaaaaa aaaa aaaaaa aaaaaaaaa aaaa aaaaaa aaaa aaaaaaa aaaa aaaaaa aaaaa aaaaaaa aaaa aaaaaaaaa aaaa aaaaaa aaaaaaaaa aaaa aaaaaa aaaa aaaaaaa aaaa aaaaaa aaaaa aaaaaaa aaaa aaaaaaaaa aaaa aaaaaa aaaaaaaaa aaaa aaaaaa aaaa aaaaaaa aaaa aaaaaa aaaaa aaaaaaa aaaa aaaaaaaaa aaaa aaaaaa aaaaaaaaa aaaa aaaaaa aaaa aaaaaaa aaaa aaaaaa aaaaa aaaaaaa aaaa aaaaaaaaa aaaa aaaaaa aaaaaaaaa aaaa aaaaaa aaaa aaaaaaa aaaa aaaaaa aaaaa aaaaaaa aaaa aaaaaaaaa aaaa aaaaaa aaaaaaaaa aaaa aaaaaa aaaa aaaaaaa aaaa aaaaaa aaaaa aaaaaaa aaaa aaaaaaaaa aaaa aaaaaa aaaaaaaaa aaaa aaaaaa aaaa aaaaaaa aaaa aaaaaa aaaaa aaaaaaa aaaa aaaaaaaaa aaaa aaaaaa aaaaaaaaa aaaa aaaaaa aaaa aaaaaaa aaaa aaaaaa aaaaa aaaaaaa aaaa aaaaaaaaa aaaa aaaaaa aaaaaaaaa aaaa aaaaaa aaaa aaaaaaa aaaa aaaaaa aaaaa aaaaaaa aaaa aaaaaaaaa aaaa aaaaaa aaaaaaaaa aaaa aaaaaa aaaa aaaaaaa aaaa aaaaaa aaaaa aaaaaaa aaaa aaaaaaaaa aaaa aaaaaa aaaaaaaaa aaaa aaaaaa aaaa aaaaaaa aaaa aaaaaa aaaaa aaaaaaa aaaa aaaaaaaaa aaaa aaaaaa aaaaaaaaa aaaa aaaaaa aaaa aaaaaaa aaaa aaaaaa aaaaa aaaaaaa aaaa aaaaaaaaa aaaa aaaaaa aaaaaaaaa aaaa aaaaaa aaaa aaaaaaa aaaa aaaaaa aaaaa aaaaaaa aaaa aaaaaaaaa aaaa aaaaaa aaaaaaaaa aaaa aaaaaa aaaa [806,979,1154,1857]
divider [469,237,758,238]
masthead [96,78,1508,105]
column4-heading: Waren- und Produktenberichte. [1219,1318,1463,1369]
column2-reprint-note: Wiedergabe der mit * bezeichneten Artikel und der Privat-Depeschen ist unter Wahrung der gesetzlichen Bestimmungen nur mit deutlicher Quellenangabe „Frkf. Ztg.“ gestattet. [444,193,784,230]
article-text-block: aaaaaaa aaaa aaaaaa aaaaa aaaaaaa aaaa aaaaaaaaa aaaa aaaaaa aaaaaaaaa aaaa aaaaaa aaaa aaaaaaa aaaa aaaaaa aaaaa aaaaaaa aaaa aaaaaaaaa aaaa aaaaaa aaaaaaaaa aaaa aaaaaa aaaa aaaaaaa aaaa aaaaaa aaaaa aaaaaaa aaaa aaaaaaaaa aaaa aaaaaa aaaaaaaaa aaaa aaaaaa aaaa aaaaaaa aaaa aaaaaa aaaaa aaaaaaa aaaa aaaaaaaaa aaaa aaaaaa aaaaaaaaa aaaa aaaaaa aaaa aaaaaaa aaaa aaaaaa aaaaa aaaaaaa aaaa aaaaaaaaa aaaa aaaaaa aaaaaaaaa aaaa aaaaaa aaaa aaaaaaa aaaa aaaaaa aaaaa aaaaaaa aaaa aaaaaaaaa aaaa aaaaaa aaaaaaaaa aaaa aaaaaa aaaa aaaaaaa aaaa aaaaaa aaaaa aaaaaaa aaaa aaaaaaaaa aaaa aaaaaa aaaaaaaaa aaaa aaaaaa aaaa aaaaaaa aaaa aaaaaa aaaaa aaaaaaa aaaa aaaaaaaaa aaaa aaaaaa aaaaaaaaa aaaa aaaaaa aaaa aaaaaaa aaaa aaaaaa aaaaa aaaaaaa aaaa aaaaaaaaa aaaa aaaaaa aaaaaaaaa aaaa aaaaaa aaaa aaaaaaa aaaa aaaaaa aaaaa aaaaaaa aaaa aaaaaaaaa aaaa aaaaaa aaaaaaaaa aaaa aaaaaa aaaa aaaaaaa aaaa aaaaaa aaaaa aaaaaaa aaaa aaaaaaaaa aaaa aaaaaa aaaaaaaaa aaaa aaaaaa aaaa aaaaaaa aaaa aaaaaa aaaaa aaaaaaa aaaa aaaaaaaaa aaaa aaaaaa aaaaaaaaa aaaa aaaaaa aaaa [806,116,1154,421]
masthead-paper: Erstes Morgenblatt der Frankfurter Zeitung [623,81,1076,102]
